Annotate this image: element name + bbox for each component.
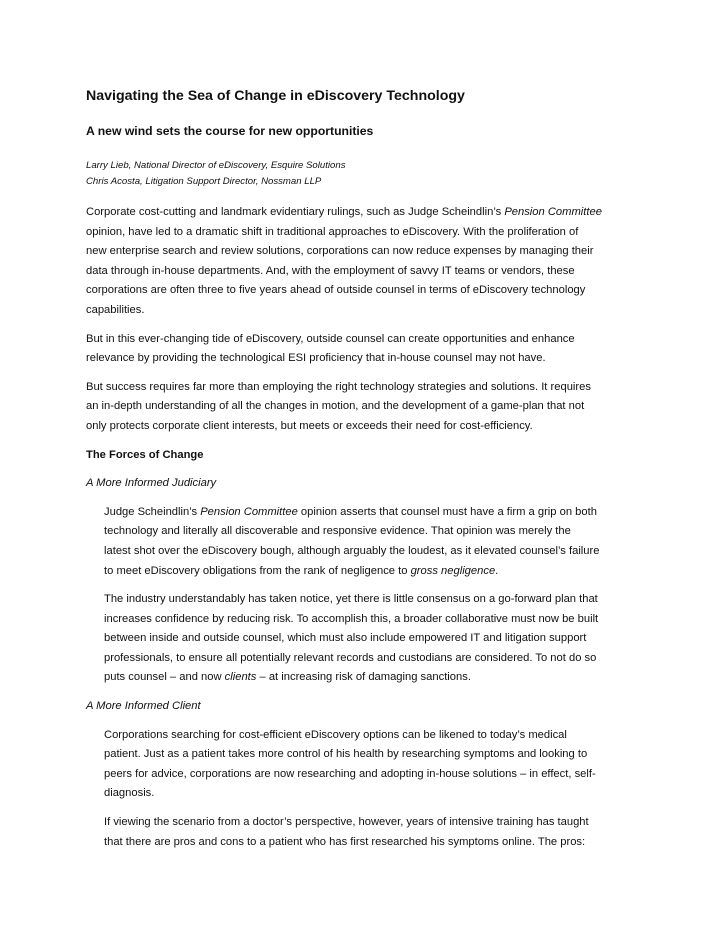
document-body	[86, 203, 646, 861]
author-line: Chris Acosta, Litigation Support Director, Nossman LLP	[86, 176, 322, 187]
paragraph	[104, 590, 646, 688]
document-title: Navigating the Sea of Change in eDiscovery Technology	[86, 88, 465, 104]
text-line: professionals, to ensure all potentially relevant records and custodians are considered. To not do so	[104, 651, 597, 664]
section-heading: The Forces of Change	[86, 448, 204, 461]
author-line: Larry Lieb, National Director of eDiscovery, Esquire Solutions	[86, 160, 346, 171]
text-line: data through in-house departments. And, with the employment of savvy IT teams or vendors, these	[86, 264, 575, 277]
text-line: technology and literally all discoverable and responsive evidence. That opinion was merely the	[104, 525, 571, 538]
paragraph	[86, 203, 646, 321]
text-line: to meet eDiscovery obligations from the rank of negligence to gross negligence.	[104, 564, 499, 577]
text-line: opinion, have led to a dramatic shift in traditional approaches to eDiscovery. With the proliferation of	[86, 225, 579, 238]
paragraph	[104, 813, 646, 852]
subsection-heading: A More Informed Client	[86, 700, 201, 713]
text-line: peers for advice, corporations are now researching and adopting in-house solutions – in effect, self-	[104, 767, 596, 780]
document-subtitle: A new wind sets the course for new opportunities	[86, 124, 374, 138]
paragraph	[104, 503, 646, 581]
text-line: patient. Just as a patient takes more control of his health by researching symptoms and looking to	[104, 748, 588, 761]
text-line: Corporate cost-cutting and landmark evidentiary rulings, such as Judge Scheindlin’s Pension Committee	[86, 206, 602, 218]
author-block	[86, 158, 346, 190]
text-line: But success requires far more than employing the right technology strategies and solutions. It requires	[86, 380, 591, 393]
text-line: diagnosis.	[104, 787, 155, 800]
text-line: puts counsel – and now clients – at increasing risk of damaging sanctions.	[104, 671, 471, 684]
text-line: latest shot over the eDiscovery bough, although arguably the loudest, as it elevated counsel’s failure	[104, 544, 600, 557]
text-line: only protects corporate client interests, but meets or exceeds their need for cost-efficiency.	[86, 419, 533, 432]
text-line: If viewing the scenario from a doctor’s perspective, however, years of intensive training has taught	[104, 816, 589, 829]
text-line: relevance by providing the technological ESI proficiency that in-house counsel may not have.	[86, 352, 546, 365]
paragraph	[104, 726, 646, 804]
paragraph	[86, 330, 646, 369]
text-line: But in this ever-changing tide of eDiscovery, outside counsel can create opportunities and enhance	[86, 332, 575, 345]
text-line: Corporations searching for cost-efficient eDiscovery options can be likened to today’s medical	[104, 728, 567, 741]
paragraph	[86, 378, 646, 437]
text-line: an in-depth understanding of all the changes in motion, and the development of a game-plan that not	[86, 400, 585, 413]
text-line: capabilities.	[86, 303, 145, 316]
text-line: between inside and outside counsel, which must also include empowered IT and litigation support	[104, 632, 587, 645]
text-line: new enterprise search and review solutions, corporations can now reduce expenses by managing their	[86, 245, 594, 258]
text-line: The industry understandably has taken notice, yet there is little consensus on a go-forward plan that	[104, 593, 598, 606]
subsection-heading: A More Informed Judiciary	[86, 477, 217, 490]
text-line: that there are pros and cons to a patient who has first researched his symptoms online. The pros:	[104, 835, 586, 848]
text-line: Judge Scheindlin’s Pension Committee opinion asserts that counsel must have a firm a grip on both	[104, 505, 597, 518]
text-line: corporations are often three to five years ahead of outside counsel in terms of eDiscovery technology	[86, 284, 586, 297]
text-line: increases confidence by reducing risk. To accomplish this, a broader collaborative must now be built	[104, 612, 599, 625]
